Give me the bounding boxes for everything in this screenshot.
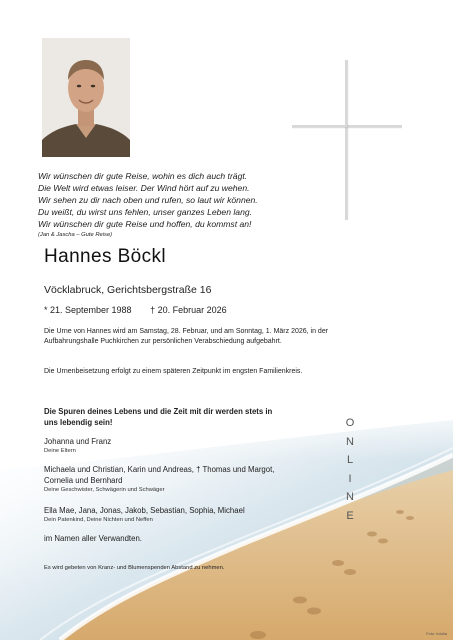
burial-paragraph: Die Urnenbeisetzung erfolgt zu einem späteren Zeitpunkt im engsten Familienkreis.	[44, 368, 303, 375]
poem	[38, 170, 338, 240]
deceased-address: Vöcklabruck, Gerichtsbergstraße 16	[44, 284, 212, 296]
mourner-group-siblings	[44, 464, 304, 494]
online-letter: I	[348, 472, 352, 485]
poem-line: Wir sehen zu dir nach oben und rufen, so laut wir können.	[38, 195, 258, 205]
online-letter: O	[345, 417, 355, 429]
online-letter: L	[346, 454, 354, 466]
birth-date: * 21. September 1988	[44, 305, 132, 315]
mourner-relation: Deine Geschwister, Schwägerin und Schwäger	[44, 487, 165, 493]
portrait-photo	[42, 38, 130, 157]
urn-viewing-paragraph: Die Urne von Hannes wird am Samstag, 28. Februar, und am Sonntag, 1. März 2026, in der Aufbahrungshalle Puchkirchen zur persönlichen Verabschiedung aufgebahrt.	[44, 328, 329, 345]
deceased-name: Hannes Böckl	[44, 246, 167, 267]
mourner-names: Johanna und Franz	[44, 437, 112, 446]
poem-attribution: (Jan & Jascha – Gute Reise)	[38, 232, 113, 238]
mourner-group-parents	[44, 436, 304, 455]
life-dates	[44, 305, 227, 315]
photo-credit: Foto: fotolia	[426, 631, 447, 636]
online-vertical-label	[343, 417, 357, 528]
footer-note: Es wird gebeten von Kranz- und Blumenspenden Abstand zu nehmen.	[44, 565, 225, 571]
online-letter: E	[346, 509, 354, 522]
mourner-group-nieces-nephews	[44, 505, 304, 524]
mourner-names: Ella Mae, Jana, Jonas, Jakob, Sebastian, Sophia, Michael	[44, 506, 245, 515]
mourner-relation: Dein Patenkind, Deine Nichten und Neffen	[44, 517, 153, 523]
poem-line: Wir wünschen dir gute Reise, wohin es dich auch trägt.	[38, 171, 248, 181]
death-date: † 20. Februar 2026	[150, 305, 227, 315]
closing-line: im Namen aller Verwandten.	[44, 534, 142, 543]
poem-line: Wir wünschen dir gute Reise und hoffen, du kommst an!	[38, 219, 252, 229]
poem-line: Du weißt, du wirst uns fehlen, unser ganzes Leben lang.	[38, 207, 253, 217]
mourner-names: Michaela und Christian, Karin und Andreas, † Thomas und Margot, Cornelia und Bernhard	[44, 465, 275, 485]
poem-line: Die Welt wird etwas leiser. Der Wind hört auf zu wehen.	[38, 183, 250, 193]
online-letter: N	[346, 491, 354, 503]
mourner-relation: Deine Eltern	[44, 448, 76, 454]
memorial-quote: Die Spuren deines Lebens und die Zeit mit dir werden stets in uns lebendig sein!	[44, 407, 273, 427]
online-letter: N	[346, 435, 354, 448]
